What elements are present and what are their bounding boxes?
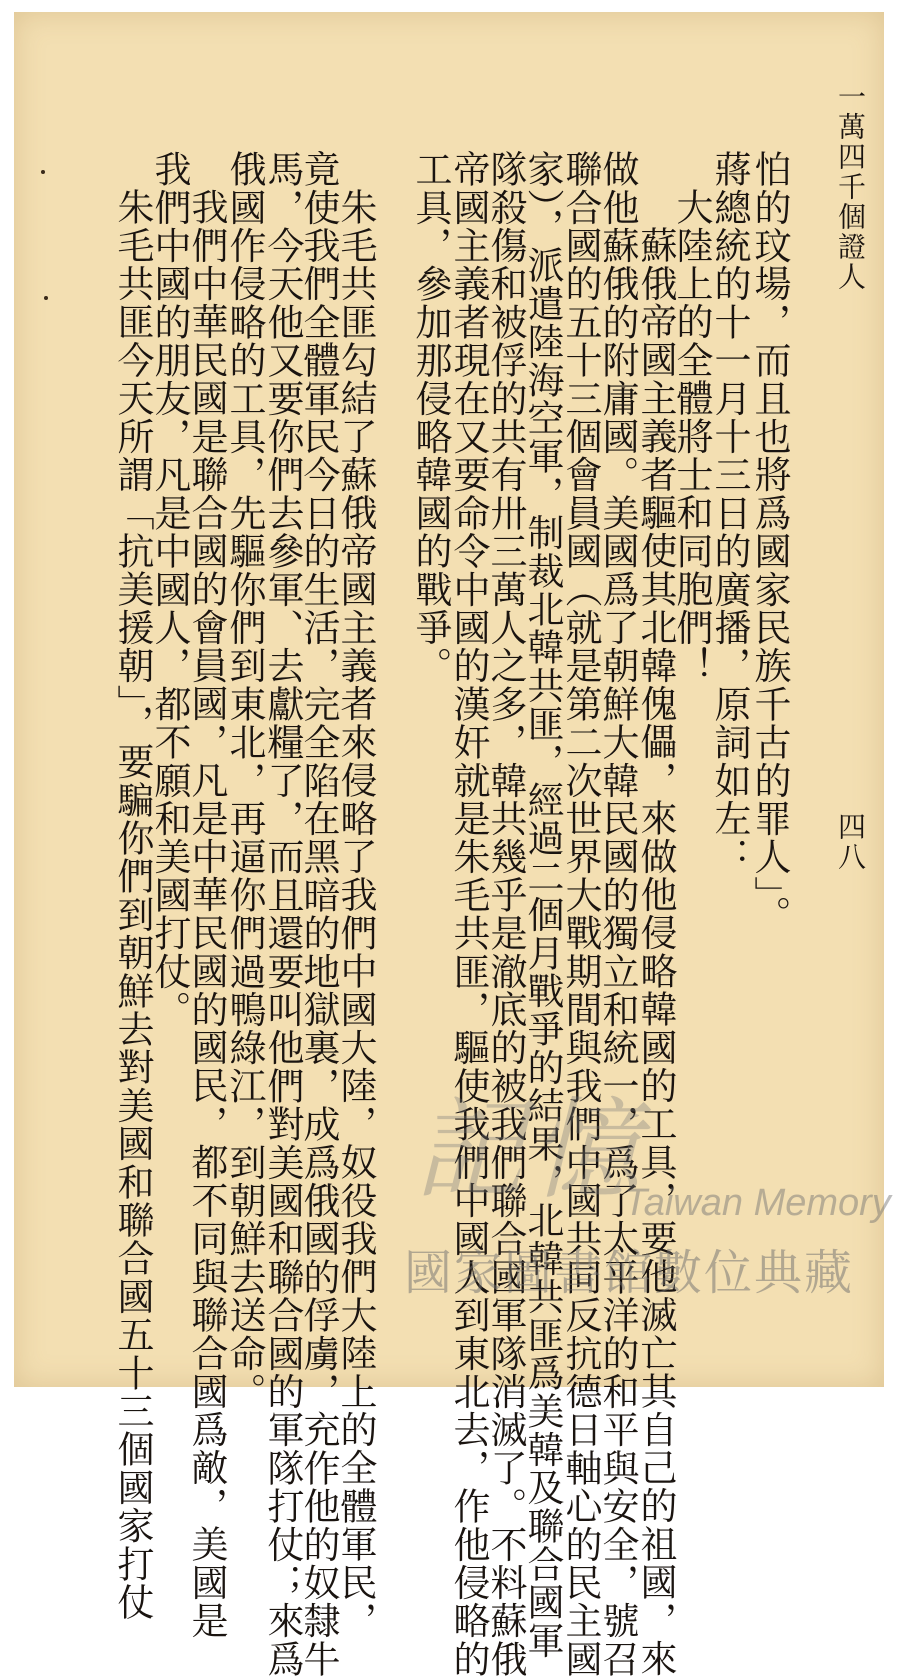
text-column: 大陸上的全體將士和同胞們！: [670, 188, 713, 685]
book-title: 一萬四千個證人: [834, 82, 867, 292]
text-column: 做他蘇俄的附庸國。美國爲了朝鮮大韓民國的獨立和統一，爲了太平洋的和平與安全，號召: [596, 150, 639, 1678]
text-column: 怕的玟場，而且也將爲國家民族千古的罪人」。: [748, 150, 791, 934]
watermark-logo: 記憶: [414, 1086, 646, 1214]
text-column: 俄國作侵略的工具，先驅你們到東北，再逼你們過鴨綠江，到朝鮮去送命。: [223, 150, 266, 1411]
text-column: 蘇俄帝國主義者驅使其北韓傀儡，來做他侵略韓國的工具，要他滅亡其自己的祖國，來: [634, 226, 677, 1678]
watermark-english: Taiwan Memory: [624, 1182, 891, 1224]
book-page: [14, 12, 891, 1678]
text-column: 隊殺傷和被俘的共有卅三萬人之多，韓共幾乎是澈底的被我們聯合國軍隊消滅了。不料蘇俄: [484, 150, 527, 1678]
text-column: 蔣總統的十一月十三日的廣播，原詞如左：: [708, 150, 751, 876]
text-column: 竟使我們全體軍民今日的生活，完全陷在黑暗的地獄裏，成爲俄國的俘虜，充作他的奴隸牛: [297, 150, 340, 1678]
text-column: 我們中華民國是聯合國的會員國，凡是中華民國的國民，都不同與聯合國爲敵，美國是: [185, 188, 228, 1640]
text-column: 工具，參加那侵略韓國的戰爭。: [409, 150, 452, 685]
watermark-chinese: 國家圖書館數位典藏: [404, 1245, 855, 1301]
text-column: 朱毛共匪今天所謂「抗美援朝」，要騙你們到朝鮮去對美國和聯合國五十三個國家打仗: [111, 188, 154, 1622]
ink-speck: [41, 170, 45, 174]
page-number: 四八: [834, 812, 867, 872]
text-column: 家），派遣陸海空軍，制裁北韓共匪，經過二個月戰爭的結果，北韓共匪爲美韓及聯合國軍: [521, 150, 564, 1660]
text-column: 馬，今天他又要你們去參軍、去獻糧了，而且還要叫他們對美國和聯合國的軍隊打仗；來爲: [261, 150, 304, 1678]
text-column: 帝國主義者現在又要命令中國的漢奸就是朱毛共匪，驅使我們中國人到東北去，作他侵略的: [447, 150, 490, 1678]
ink-speck: [44, 296, 48, 300]
text-column: 聯合國的五十三個會員國（就是第二次世界大戰期間與我們中國共同反抗德日軸心的民主國: [559, 150, 602, 1678]
text-column: 我們中國的朋友，凡是中國人，都不願和美國打仗。: [148, 150, 191, 1029]
text-column: 朱毛共匪勾結了蘇俄帝國主義者來侵略了我們中國大陸，奴役我們大陸上的全體軍民，: [334, 188, 377, 1640]
